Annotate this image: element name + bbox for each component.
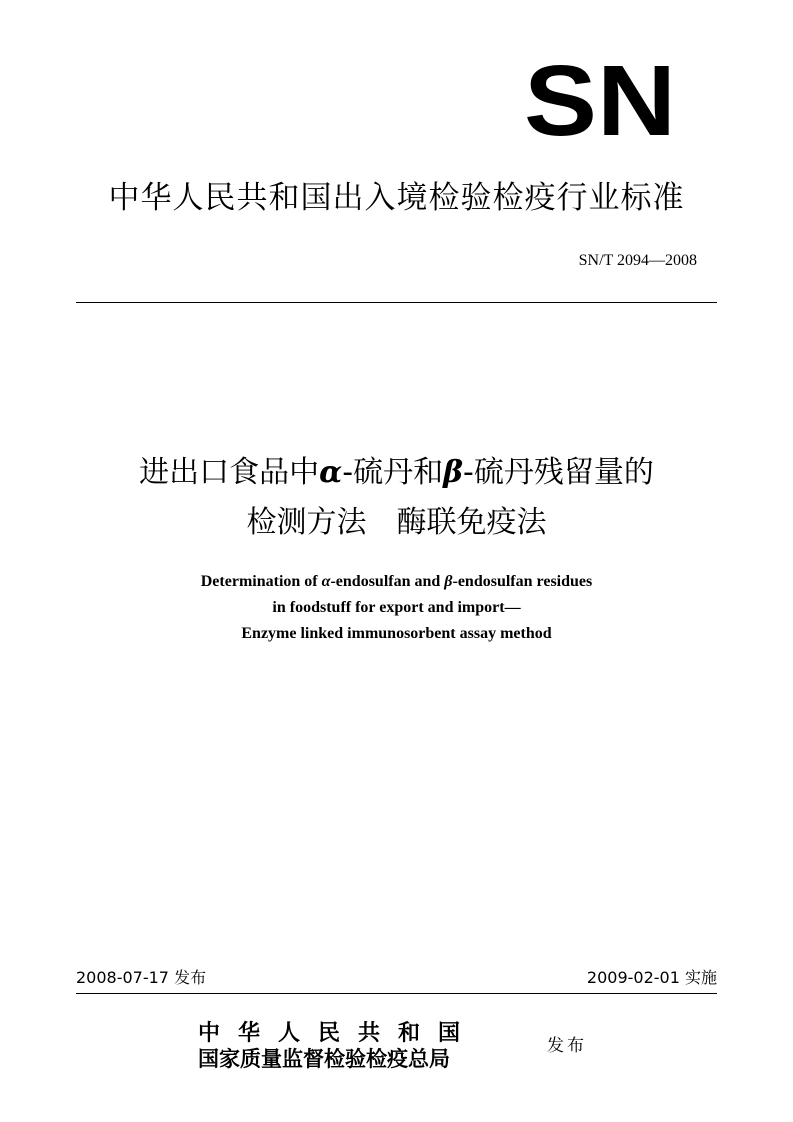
issuer-publish-verb: 发布 bbox=[547, 1036, 587, 1056]
issuer-aqsiq: 国家质量监督检验检疫总局 bbox=[198, 1046, 450, 1071]
sn-logo bbox=[524, 62, 676, 138]
english-title-line-2: in foodstuff for export and import— bbox=[272, 599, 521, 616]
en-alpha-symbol: α bbox=[321, 573, 331, 590]
beta-symbol: β bbox=[443, 455, 463, 490]
chinese-title-line-1 bbox=[0, 452, 793, 494]
en-title-text-b: -endosulfan and bbox=[330, 573, 445, 590]
issue-date: 2008-07-17 发布 bbox=[76, 968, 207, 987]
sn-logo-text: SN bbox=[524, 62, 676, 138]
alpha-symbol: α bbox=[319, 455, 343, 490]
standard-code: SN/T 2094—2008 bbox=[578, 252, 697, 269]
english-title-line-3: Enzyme linked immunosorbent assay method bbox=[241, 625, 552, 642]
issuer-prc: 中华人民共和国 bbox=[198, 1020, 479, 1046]
cn-title-text-a: 进出口食品中 bbox=[139, 455, 320, 490]
standard-category-title: 中华人民共和国出入境检验检疫行业标准 bbox=[108, 180, 685, 216]
en-title-text-c: -endosulfan residues bbox=[452, 573, 593, 590]
cn-title-text-b: -硫丹和 bbox=[342, 455, 444, 490]
footer-divider bbox=[76, 993, 717, 994]
en-title-text-a: Determination of bbox=[200, 573, 322, 590]
implementation-date: 2009-02-01 实施 bbox=[586, 968, 717, 987]
en-beta-symbol: β bbox=[444, 573, 453, 590]
english-title-line-1 bbox=[0, 571, 793, 593]
header-divider bbox=[76, 302, 717, 303]
cn-title-text-c: -硫丹残留量的 bbox=[463, 455, 654, 490]
chinese-title-line-2: 检测方法 酶联免疫法 bbox=[246, 505, 547, 540]
